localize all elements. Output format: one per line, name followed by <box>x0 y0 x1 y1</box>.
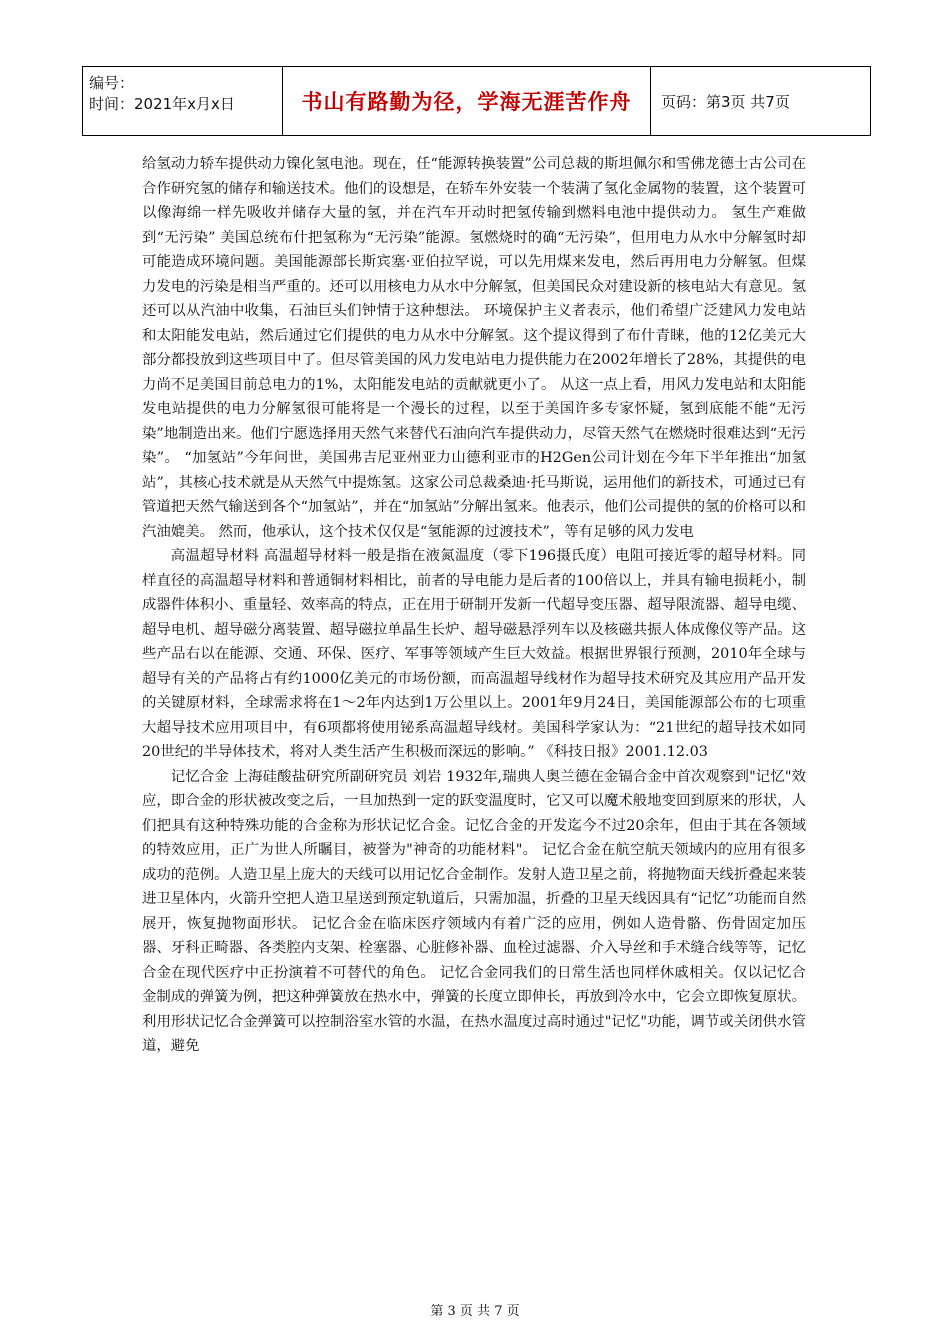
document-body <box>142 152 806 1059</box>
body-paragraph-superconductor: 高温超导材料 高温超导材料一般是指在液氮温度（零下196摄氏度）电阻可接近零的超导材料。同样直径的高温超导材料和普通铜材料相比，前者的导电能力是后者的100倍以上，并具有输电损耗小，制成器件体积小、重量轻、效率高的特点，正在用于研制开发新一代超导变压器、超导限流器、超导电缆、超导电机、超导磁分离装置、超导磁拉单晶生长炉、超导磁悬浮列车以及核磁共振人体成像仪等产品。这些产品右以在能源、交通、环保、医疗、军事等领域产生巨大效益。根据世界银行预测，2010年全球与超导有关的产品将占有约1000亿美元的市场份额，而高温超导线材作为超导技术研究及其应用产品开发的关键原材料，全球需求将在1～2年内达到1万公里以上。2001年9月24日，美国能源部公布的七项重大超导技术应用项目中，有6项都将使用铋系高温超导线材。美国科学家认为：“21世纪的超导技术如同20世纪的半导体技术，将对人类生活产生积极而深远的影响。” 《科技日报》2001.12.03 <box>142 548 806 760</box>
header-page-info: 页码：第3页 共7页 <box>661 92 790 111</box>
header-meta <box>83 67 283 135</box>
document-number-label: 编号： <box>89 74 135 92</box>
body-paragraph-memory-alloy: 记忆合金 上海硅酸盐研究所副研究员 刘岩 1932年,瑞典人奥兰德在金镉合金中首次观察到"记忆"效应，即合金的形状被改变之后，一旦加热到一定的跃变温度时，它又可以魔术般地变回到原来的形状，人们把具有这种特殊功能的合金称为形状记忆合金。记忆合金的开发迄今不过20余年，但由于其在各领域的特效应用，正广为世人所瞩目，被誉为"神奇的功能材料"。 记忆合金在航空航天领域内的应用有很多成功的范例。人造卫星上庞大的天线可以用记忆合金制作。发射人造卫星之前，将抛物面天线折叠起来装进卫星体内，火箭升空把人造卫星送到预定轨道后，只需加温，折叠的卫星天线因具有“记忆”功能而自然展开，恢复抛物面形状。 记忆合金在临床医疗领域内有着广泛的应用，例如人造骨骼、伤骨固定加压器、牙科正畸器、各类腔内支架、栓塞器、心脏修补器、血栓过滤器、介入导丝和手术缝合线等等，记忆合金在现代医疗中正扮演着不可替代的角色。 记忆合金同我们的日常生活也同样休戚相关。仅以记忆合金制成的弹簧为例，把这种弹簧放在热水中，弹簧的长度立即伸长，再放到冷水中，它会立即恢复原状。利用形状记忆合金弹簧可以控制浴室水管的水温，在热水温度过高时通过"记忆"功能，调节或关闭供水管道，避免 <box>142 768 806 1054</box>
page-header <box>82 66 871 136</box>
page-footer: 第 3 页 共 7 页 <box>430 1304 520 1319</box>
document-time: 时间：2021年x月x日 <box>89 95 235 113</box>
body-paragraph-hydrogen: 给氢动力轿车提供动力镍化氢电池。现在，任“能源转换装置”公司总裁的斯坦佩尔和雪佛龙德士古公司在合作研究氢的储存和输送技术。他们的设想是，在轿车外安装一个装满了氢化金属物的装置，这个装置可以像海绵一样先吸收并储存大量的氢，并在汽车开动时把氢传输到燃料电池中提供动力。 氢生产难做到“无污染” 美国总统布什把氢称为“无污染”能源。氢燃烧时的确“无污染”，但用电力从水中分解氢时却可能造成环境问题。美国能源部长斯宾塞·亚伯拉罕说，可以先用煤来发电，然后再用电力分解氢。但煤力发电的污染是相当严重的。还可以用核电力从水中分解氢，但美国民众对建设新的核电站大有意见。氢还可以从汽油中收集，石油巨头们钟情于这种想法。 环境保护主义者表示，他们希望广泛建风力发电站和太阳能发电站，然后通过它们提供的电力从水中分解氢。这个提议得到了布什青睐，他的12亿美元大部分都投放到这些项目中了。但尽管美国的风力发电站电力提供能力在2002年增长了28%，其提供的电力尚不足美国目前总电力的1%，太阳能发电站的贡献就更小了。 从这一点上看，用风力发电站和太阳能发电站提供的电力分解氢很可能将是一个漫长的过程，以至于美国许多专家怀疑，氢到底能不能“无污染”地制造出来。他们宁愿选择用天然气来替代石油向汽车提供动力，尽管天然气在燃烧时很难达到“无污染”。 “加氢站”今年问世，美国弗吉尼亚州亚力山德利亚市的H2Gen公司计划在今年下半年推出“加氢站”，其核心技术就是从天然气中提炼氢。这家公司总裁桑迪·托马斯说，运用他们的新技术，可通过已有管道把天然气输送到各个“加氢站”，并在“加氢站”分解出氢来。他表示，他们公司提供的氢的价格可以和汽油媲美。 然而，他承认，这个技术仅仅是“氢能源的过渡技术”，等有足够的风力发电 <box>142 156 806 540</box>
header-motto: 书山有路勤为径，学海无涯苦作舟 <box>283 67 651 135</box>
